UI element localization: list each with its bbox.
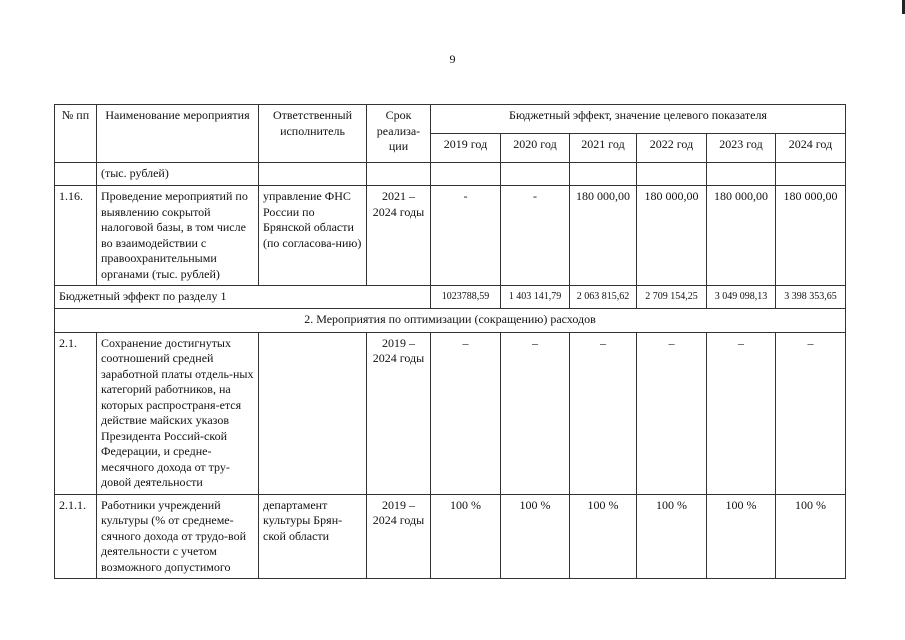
continuation-text: (тыс. рублей): [97, 163, 259, 186]
row-value: 100 %: [431, 494, 501, 579]
section-2-title-row: [55, 308, 846, 332]
row-value: 100 %: [570, 494, 637, 579]
section-1-total-row: [55, 286, 846, 309]
total-value: 3 398 353,65: [776, 286, 846, 309]
header-num: № пп: [55, 105, 97, 163]
row-value: –: [707, 332, 776, 494]
row-term: 2019 – 2024 годы: [367, 494, 431, 579]
page-number: 9: [449, 52, 456, 66]
header-year: 2020 год: [501, 134, 570, 163]
total-value: 2 709 154,25: [637, 286, 707, 309]
row-term: 2021 – 2024 годы: [367, 186, 431, 286]
header-term: Срок реализа-ции: [367, 105, 431, 163]
row-value: 180 000,00: [570, 186, 637, 286]
table-row-1-16: [55, 186, 846, 286]
row-value: –: [501, 332, 570, 494]
continuation-row: [55, 163, 846, 186]
total-value: 1023788,59: [431, 286, 501, 309]
row-value: -: [431, 186, 501, 286]
row-value: –: [570, 332, 637, 494]
section-2-title: 2. Мероприятия по оптимизации (сокращению) расходов: [55, 308, 846, 332]
row-value: –: [776, 332, 846, 494]
header-name: Наименование мероприятия: [97, 105, 259, 163]
header-row: [55, 105, 846, 134]
row-num: 2.1.1.: [55, 494, 97, 579]
budget-effect-table: [54, 104, 846, 579]
row-name: Сохранение достигнутых соотношений средней заработной платы отдель-ных категорий работников, на которых распространя-ется действие майских указов Президента Россий-ской Федерации, и средне-месячного дохода от тру-довой деятельности: [97, 332, 259, 494]
row-responsible: департамент культуры Брян-ской области: [259, 494, 367, 579]
table-row-2-1-1: [55, 494, 846, 579]
table-row-2-1: [55, 332, 846, 494]
row-value: 180 000,00: [707, 186, 776, 286]
row-num: 1.16.: [55, 186, 97, 286]
header-year: 2022 год: [637, 134, 707, 163]
row-value: 100 %: [776, 494, 846, 579]
row-term: 2019 – 2024 годы: [367, 332, 431, 494]
row-name: Работники учреждений культуры (% от среднеме-сячного дохода от трудо-вой деятельности с учетом возможного допустимого: [97, 494, 259, 579]
row-value: –: [431, 332, 501, 494]
row-value: –: [637, 332, 707, 494]
row-responsible: управление ФНС России по Брянской области (по согласова-нию): [259, 186, 367, 286]
row-value: -: [501, 186, 570, 286]
section-1-total-label: Бюджетный эффект по разделу 1: [55, 286, 431, 309]
row-value: 100 %: [707, 494, 776, 579]
row-value: 180 000,00: [776, 186, 846, 286]
header-budget-effect: Бюджетный эффект, значение целевого показателя: [431, 105, 846, 134]
row-responsible: [259, 332, 367, 494]
row-value: 100 %: [637, 494, 707, 579]
total-value: 1 403 141,79: [501, 286, 570, 309]
header-year: 2019 год: [431, 134, 501, 163]
header-responsible: Ответственный исполнитель: [259, 105, 367, 163]
header-year: 2021 год: [570, 134, 637, 163]
row-num: 2.1.: [55, 332, 97, 494]
total-value: 3 049 098,13: [707, 286, 776, 309]
row-value: 100 %: [501, 494, 570, 579]
header-year: 2023 год: [707, 134, 776, 163]
row-name: Проведение мероприятий по выявлению сокрытой налоговой базы, в том числе во взаимодействии с правоохранительными органами (тыс. рублей): [97, 186, 259, 286]
header-year: 2024 год: [776, 134, 846, 163]
total-value: 2 063 815,62: [570, 286, 637, 309]
row-value: 180 000,00: [637, 186, 707, 286]
